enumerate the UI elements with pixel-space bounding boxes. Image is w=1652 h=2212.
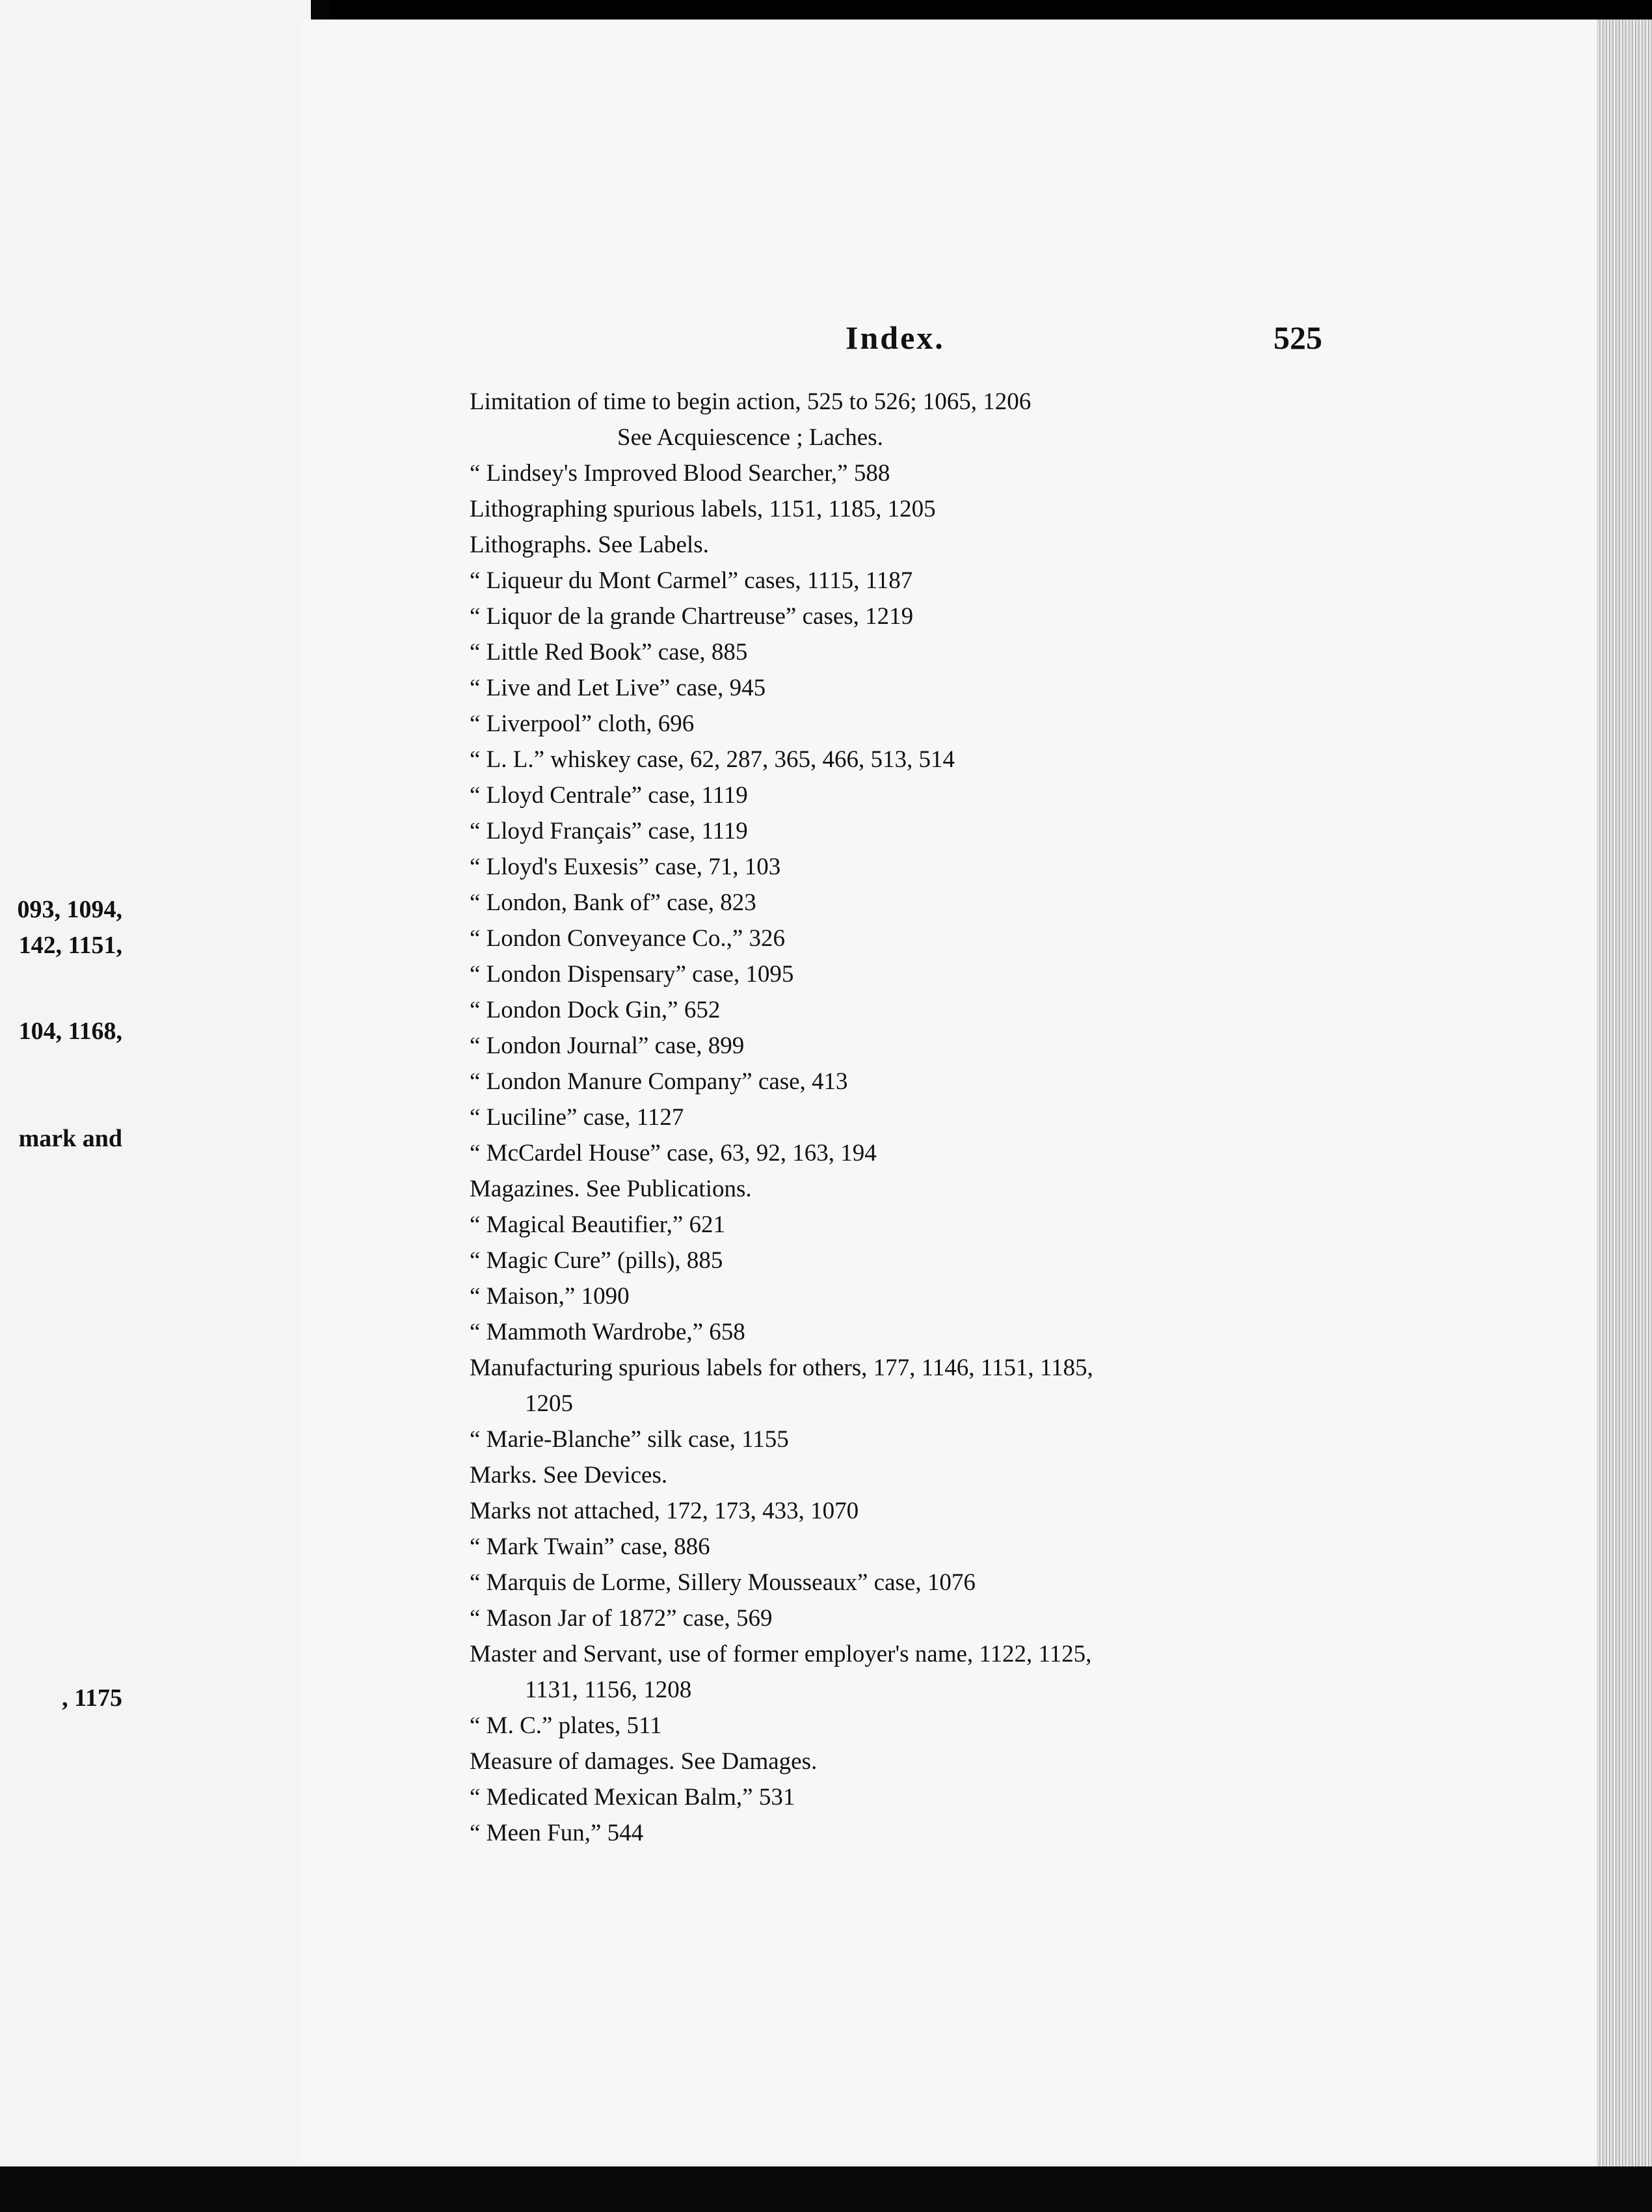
- index-entry: “ Live and Let Live” case, 945: [470, 675, 766, 701]
- left-page-fragment: 142, 1151,: [18, 932, 122, 959]
- index-entry: “ Mark Twain” case, 886: [470, 1533, 710, 1560]
- index-entry: Marks. See Devices.: [470, 1462, 668, 1489]
- index-entry: “ Liquor de la grande Chartreuse” cases, 1219: [470, 603, 914, 630]
- index-entry: “ Magical Beautifier,” 621: [470, 1211, 726, 1238]
- index-entries: [470, 384, 1380, 1851]
- index-entry: “ Medicated Mexican Balm,” 531: [470, 1784, 795, 1811]
- left-page-fragment: , 1175: [62, 1684, 122, 1712]
- index-entry: “ London Dispensary” case, 1095: [470, 961, 794, 988]
- index-entry: “ Marie-Blanche” silk case, 1155: [470, 1426, 789, 1453]
- index-entry: Manufacturing spurious labels for others, 177, 1146, 1151, 1185,: [470, 1355, 1093, 1381]
- index-entry: Magazines. See Publications.: [470, 1176, 752, 1202]
- index-entry: Marks not attached, 172, 173, 433, 1070: [470, 1498, 859, 1524]
- left-page-fragment: 104, 1168,: [18, 1018, 122, 1045]
- index-entry: “ Meen Fun,” 544: [470, 1820, 644, 1846]
- index-entry: See Acquiescence ; Laches.: [617, 424, 883, 451]
- left-page: [0, 0, 311, 2212]
- index-entry: “ McCardel House” case, 63, 92, 163, 194: [470, 1140, 877, 1167]
- index-entry: “ London Journal” case, 899: [470, 1032, 745, 1059]
- index-entry: “ Lindsey's Improved Blood Searcher,” 588: [470, 460, 890, 487]
- index-entry: “ Liqueur du Mont Carmel” cases, 1115, 1187: [470, 567, 913, 594]
- index-entry: “ London Dock Gin,” 652: [470, 997, 721, 1023]
- page-number: 525: [1273, 319, 1322, 356]
- index-entry: “ Liverpool” cloth, 696: [470, 710, 695, 737]
- index-entry: “ L. L.” whiskey case, 62, 287, 365, 466, 513, 514: [470, 746, 955, 773]
- index-entry: “ Maison,” 1090: [470, 1283, 630, 1310]
- right-page: [302, 20, 1652, 2212]
- index-entry: Measure of damages. See Damages.: [470, 1748, 818, 1775]
- page-header: [302, 299, 1652, 358]
- index-entry: “ Little Red Book” case, 885: [470, 639, 748, 666]
- page-title: Index.: [846, 319, 945, 356]
- left-page-fragment: 093, 1094,: [17, 896, 122, 923]
- index-entry: 1131, 1156, 1208: [525, 1677, 692, 1703]
- index-entry: “ London, Bank of” case, 823: [470, 889, 756, 916]
- index-entry: Master and Servant, use of former employer's name, 1122, 1125,: [470, 1641, 1092, 1667]
- index-entry: “ Mason Jar of 1872” case, 569: [470, 1605, 773, 1632]
- index-entry: “ Luciline” case, 1127: [470, 1104, 684, 1131]
- index-entry: Lithographing spurious labels, 1151, 1185, 1205: [470, 496, 936, 522]
- index-entry: “ London Manure Company” case, 413: [470, 1068, 848, 1095]
- index-entry: 1205: [525, 1390, 573, 1417]
- index-entry: “ Mammoth Wardrobe,” 658: [470, 1319, 745, 1345]
- index-entry: “ Lloyd Français” case, 1119: [470, 818, 748, 844]
- index-entry: “ Lloyd Centrale” case, 1119: [470, 782, 748, 809]
- index-entry: “ M. C.” plates, 511: [470, 1712, 662, 1739]
- index-entry: “ Marquis de Lorme, Sillery Mousseaux” case, 1076: [470, 1569, 976, 1596]
- index-entry: Lithographs. See Labels.: [470, 532, 709, 558]
- scan-border: [0, 2166, 1652, 2212]
- page-edges: [1597, 20, 1652, 2212]
- index-entry: “ Magic Cure” (pills), 885: [470, 1247, 723, 1274]
- index-entry: Limitation of time to begin action, 525 to 526; 1065, 1206: [470, 388, 1032, 415]
- left-page-fragment: mark and: [18, 1125, 122, 1152]
- index-entry: “ London Conveyance Co.,” 326: [470, 925, 785, 952]
- index-entry: “ Lloyd's Euxesis” case, 71, 103: [470, 854, 781, 880]
